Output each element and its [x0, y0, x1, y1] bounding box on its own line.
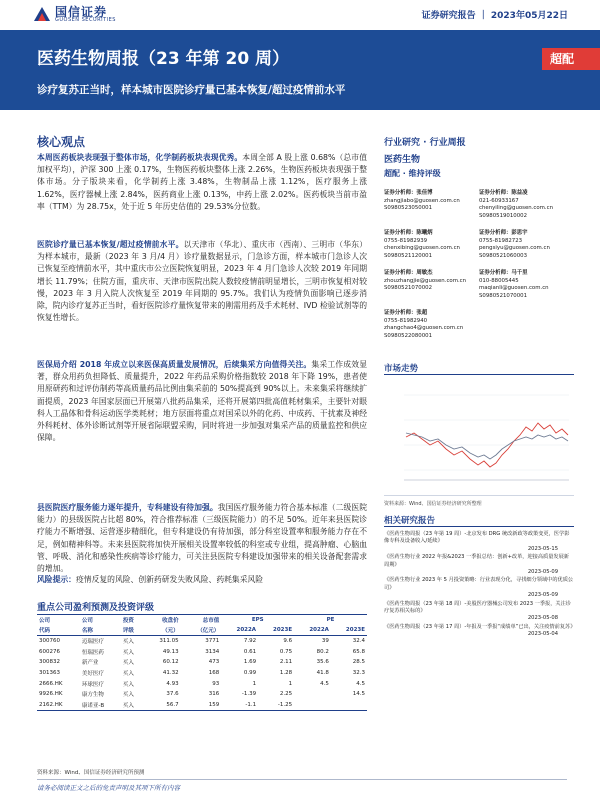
report-type-date: 证券研究报告 ｜ 2023年05月22日	[421, 11, 568, 21]
table-cell: 301363	[39, 670, 60, 677]
table-cell: 39	[321, 638, 329, 645]
table-cell	[294, 689, 331, 700]
related-report[interactable]	[384, 624, 574, 639]
forecast-table-body	[37, 636, 367, 711]
table-row	[37, 700, 367, 711]
analyst-label: 证券分析师：张佳博	[384, 190, 433, 196]
analyst-card	[384, 230, 479, 260]
table-header-row	[37, 615, 367, 626]
table-header-cell: 名称	[80, 625, 121, 636]
table-cell: 1.28	[279, 670, 293, 677]
paragraph-body: 以天津市（华北）、重庆市（西南）、三明市（华东）为样本城市，最新（2023 年 3 月/4 月）诊疗量数据显示，门急诊方面，样本城市门急诊人次已恢复至疫情前水平，其中重庆市公立医院恢复明显，2023 年 4 月门急诊人次较 2019 年同期增长 11.79%；住院方面，重庆市、天津市医院出院人数较疫情前明显增长，三明市恢复相对较慢，2023 年 3 月入院人次恢复至 2019 年同期的 95.7%。我们认为疫情负面影响已逐步消除，院内诊疗复苏正当时，看好医院诊疗量恢复带来的刚需用药及手术耗材、IVD 检验试剂等的恢复性增长。	[37, 240, 367, 323]
analyst-phone: 0755-81982939	[384, 237, 428, 244]
table-cell: 7.92	[243, 638, 257, 645]
table-row	[37, 689, 367, 700]
analyst-license: S0980521070002	[384, 285, 433, 292]
table-cell: 买入	[122, 671, 134, 678]
analyst-label: 证券分析师：周敏杰	[384, 270, 433, 276]
table-cell: -1.39	[241, 691, 257, 698]
table-cell: 康诺亚-B	[80, 700, 121, 711]
related-report-title: 《医药生物周报（23 年第 17 周）-年报及一季报“成绩单”已出，关注疫情前复苏》	[384, 623, 576, 630]
related-report-date: 2023-05-15	[527, 545, 558, 552]
analyst-license: S0980519010002	[479, 212, 528, 219]
table-row	[37, 657, 367, 668]
paragraph-body: 本周全部 A 股上涨 0.68%（总市值加权平均），沪深 300 上涨 0.17%，生物医药板块整体上涨 2.26%，生物医药板块表现强于整体市场。分子版块来看，化学制药上涨 3.48%，生物制品上涨 1.12%，医疗服务上涨 1.62%，医疗器械上涨 2.84%，医药商业上涨 0.13%，中药上涨 2.02%。医药板块当前市盈率（TTM）为 28.75x，处于近 5 年历史估值的 29.53%分位数。	[37, 153, 367, 211]
table-cell: 2666.HK	[39, 680, 63, 687]
analyst-label: 证券分析师：马千里	[479, 270, 528, 276]
table-cell: 康方生物	[81, 692, 104, 699]
market-trend-title: 市场走势	[384, 364, 419, 374]
related-reports-list	[384, 526, 574, 640]
trend-line-index	[406, 433, 568, 459]
analyst-card	[479, 270, 574, 300]
analyst-label: 证券分析师：张超	[384, 310, 428, 316]
related-report[interactable]	[384, 577, 574, 599]
table-cell: 恒瑞医药	[81, 649, 104, 656]
report-subtitle: 诊疗复苏正当时，样本城市医院诊疗量已基本恢复/超过疫情前水平	[37, 84, 346, 96]
table-cell: 600276	[39, 648, 60, 655]
sector-name: 医药生物	[384, 155, 421, 165]
analyst-card	[384, 310, 479, 340]
related-reports-title: 相关研究报告	[384, 516, 436, 526]
industry-line: 行业研究 · 行业周报	[384, 138, 466, 148]
table-cell: 316	[208, 691, 220, 698]
table-header-cell: 2023E	[331, 625, 367, 636]
related-report[interactable]	[384, 531, 574, 553]
table-header-cell: 投资	[121, 615, 144, 626]
paragraph-highlight: 县医院医疗服务能力逐年提升，专科建设有待加强。	[37, 503, 218, 512]
table-cell: 49.13	[162, 648, 179, 655]
market-trend-chart	[384, 374, 574, 496]
table-cell: 41.8	[316, 670, 329, 677]
table-header-cell: 2022A	[294, 625, 331, 636]
table-row	[37, 668, 367, 679]
paragraph-county-hospitals	[37, 502, 367, 575]
title-banner	[0, 30, 600, 110]
table-cell: 迈瑞医疗	[81, 639, 104, 646]
table-cell: 1	[288, 680, 293, 687]
table-header-cell: EPS	[221, 615, 294, 626]
rating-badge: 超配	[542, 48, 600, 70]
rating-line: 超配 · 维持评级	[384, 169, 441, 178]
analyst-card	[384, 270, 479, 293]
paragraph-hospital-visits	[37, 239, 367, 324]
table-cell: 65.8	[352, 648, 365, 655]
analyst-license: S0980521060003	[479, 252, 528, 259]
table-cell: 0.75	[279, 648, 293, 655]
table-row	[37, 678, 367, 689]
report-title: 医药生物周报（23 年第 20 周）	[37, 49, 290, 69]
table-cell: 473	[208, 659, 220, 666]
table-header-cell: 公司	[80, 615, 121, 626]
table-cell: 168	[208, 670, 220, 677]
table-cell	[294, 700, 331, 711]
analyst-license: S0980521120001	[384, 252, 433, 259]
analyst-card	[479, 190, 574, 220]
table-header-cell: PE	[294, 615, 367, 626]
table-cell: 311.05	[159, 638, 179, 645]
table-header-cell: 公司	[37, 615, 80, 626]
paragraph-market-performance	[37, 152, 367, 213]
table-cell: 买入	[122, 649, 134, 656]
table-cell: 80.2	[316, 648, 329, 655]
guosen-logo-icon	[32, 5, 52, 23]
related-report-date: 2023-05-09	[527, 592, 558, 599]
analyst-license: S0980521070001	[479, 292, 528, 299]
analyst-row	[384, 270, 574, 310]
analyst-row	[384, 190, 574, 230]
table-header-cell: 代码	[37, 625, 80, 636]
table-cell: 0.99	[243, 670, 257, 677]
analyst-card	[479, 230, 574, 260]
table-cell: 0.61	[243, 648, 257, 655]
paragraph-highlight: 风险提示：	[37, 575, 76, 584]
table-cell: 2.25	[279, 691, 293, 698]
core-views-title: 核心观点	[37, 135, 86, 149]
related-report-title: 《医药生物周报（23 年第 19 周）-北京发布 DRG 统改新政等政策变更，医学影像专科及设备收入/延续》	[384, 531, 570, 545]
table-cell: 60.12	[162, 659, 179, 666]
table-cell: 买入	[122, 681, 134, 688]
table-header-cell: 评级	[121, 625, 144, 636]
table-cell: 1	[252, 680, 257, 687]
analyst-license: S0980523050001	[384, 205, 433, 212]
table-cell: -1.25	[258, 700, 294, 711]
paragraph-risk-warning	[37, 574, 367, 586]
analyst-license: S0980522080001	[384, 332, 433, 339]
analyst-email[interactable]: chenxibing@guosen.com.cn	[384, 245, 460, 252]
analyst-email[interactable]: pengsiyu@guosen.com.cn	[479, 245, 550, 252]
table-cell: 4.5	[320, 680, 329, 687]
table-source-note: 资料来源：Wind、国信证券经济研究所预测	[37, 770, 145, 776]
table-cell: 美好医疗	[81, 671, 104, 678]
forecast-table	[37, 614, 367, 711]
table-cell: 环球医疗	[81, 681, 104, 688]
footer-disclaimer: 请务必阅读正文之后的免责声明及其项下所有内容	[37, 779, 567, 792]
analyst-label: 证券分析师：陈益凌	[479, 190, 528, 196]
related-report-date: 2023-05-08	[527, 615, 558, 622]
related-report[interactable]	[384, 554, 574, 576]
analyst-phone: 0755-81982940	[384, 317, 428, 324]
table-row	[37, 647, 367, 658]
analyst-phone: 021-60933167	[479, 197, 519, 204]
table-cell: 新产业	[81, 660, 99, 667]
analyst-phone: 010-88005445	[479, 277, 519, 284]
paragraph-body: 疫情反复的风险、创新药研发失败风险、药耗集采风险	[75, 575, 264, 584]
analyst-email[interactable]: zhangchao4@guosen.com.cn	[384, 325, 464, 332]
table-cell: 买入	[122, 660, 134, 667]
analyst-label: 证券分析师：陈曦炳	[384, 230, 433, 236]
table-cell: 41.32	[162, 670, 179, 677]
analyst-row	[384, 230, 574, 270]
paragraph-medical-insurance	[37, 359, 367, 444]
paragraph-body: 我国医疗服务能力符合基本标准（二级医院能力）的县级医院占比超 80%，符合推荐标准（三级医院能力）的不足 50%。近年来县医院诊疗能力不断增强、运营逐步精细化，但专科建设仍有待加强，部分科室设置率和服务能力存在不足，例如精神科等。未来县医院将加快开展相关设置率较低的科室或专业组，提高肿瘤、心脑血管、呼吸、消化和感染性疾病等诊疗能力，可关注县医院专科建设加强带来的相关设备配套需求的增加。	[37, 503, 367, 574]
table-cell: 56.7	[144, 700, 180, 711]
related-report-title: 《医药生物周报（23 年第 18 周）-美股医疗器械公司发布 2023 一季报，关注诊疗复苏相关标的》	[384, 600, 571, 615]
table-cell	[331, 700, 367, 711]
table-cell: 买入	[122, 692, 134, 699]
analyst-label: 证券分析师：彭思宇	[479, 230, 528, 236]
table-cell: 32.4	[352, 638, 365, 645]
related-report-date: 2023-05-09	[527, 569, 558, 576]
analyst-email[interactable]: maqianli@guosen.com.cn	[479, 285, 549, 292]
paragraph-highlight: 医保局介绍 2018 年成立以来医保高质量发展情况，后续集采方向值得关注。	[37, 360, 312, 369]
market-trend-source: 资料来源：Wind、国信证券经济研究所整理	[384, 501, 482, 507]
table-cell: 32.3	[352, 670, 365, 677]
analyst-row	[384, 310, 574, 350]
paragraph-highlight: 本周医药板块表现强于整体市场，化学制药板块表现优秀。	[37, 153, 243, 162]
related-report-date: 2023-05-04	[527, 631, 558, 638]
table-cell: 4.5	[356, 680, 365, 687]
table-header-cell: 2022A	[221, 625, 258, 636]
table-row	[37, 636, 367, 647]
table-cell: 37.6	[166, 691, 179, 698]
table-cell: 9926.HK	[39, 691, 63, 698]
market-trend-svg	[384, 375, 574, 495]
table-cell: 4.93	[166, 680, 179, 687]
logo-name-cn: 国信证券	[55, 5, 108, 19]
table-cell: 300760	[39, 638, 60, 645]
table-header-cell: 2023E	[258, 625, 294, 636]
table-header-cell: 收盘价	[144, 615, 180, 626]
table-cell: 93	[212, 680, 220, 687]
logo-name-en: GUOSEN SECURITIES	[55, 17, 116, 23]
table-cell: -1.1	[221, 700, 258, 711]
paragraph-highlight: 医院诊疗量已基本恢复/超过疫情前水平。	[37, 240, 184, 249]
table-header-cell: （元）	[144, 625, 180, 636]
analyst-email[interactable]: zhangjiabo@guosen.com.cn	[384, 197, 460, 204]
table-cell: 35.6	[316, 659, 329, 666]
table-header-cell: 总市值	[181, 615, 222, 626]
table-cell: 3134	[205, 648, 220, 655]
table-cell: 3771	[205, 638, 220, 645]
analyst-email[interactable]: chenyiling@guosen.com.cn	[479, 205, 554, 212]
analyst-card	[384, 190, 479, 213]
guosen-logo	[32, 4, 142, 26]
related-report-title: 《医药生物行业 2022 年报&2023 一季报总结：创新+改革，迎接高质量发展新周期》	[384, 554, 569, 568]
table-cell: 2162.HK	[37, 700, 80, 711]
table-cell: 159	[181, 700, 222, 711]
top-bar	[0, 0, 600, 28]
table-cell: 14.5	[352, 691, 365, 698]
table-cell: 300832	[39, 659, 60, 666]
table-cell: 2.11	[279, 659, 293, 666]
table-cell: 买入	[122, 639, 134, 646]
analyst-email[interactable]: zhouzhangjie@guosen.com.cn	[384, 277, 467, 284]
related-report-title: 《医药生物行业 2023 年 5 月投资策略：行业表现分化，寻找细分领域中的优质公司》	[384, 577, 574, 591]
analyst-phone: 0755-81982723	[479, 237, 523, 244]
table-header-row	[37, 625, 367, 636]
forecast-table-title: 重点公司盈利预测及投资评级	[37, 603, 155, 613]
table-cell: 9.6	[283, 638, 293, 645]
table-cell: 28.5	[352, 659, 365, 666]
paragraph-body: 集采工作成效显著，群众用药负担降低、质量提升，2022 年药品采购价格指数较 2018 年下降 19%，患者使用原研药和过评仿制药等高质量药品比例由集采前的 50%提高到 90%以上。未来集采将继续扩面提质，2023 年国家层面已开展第八批药品集采，还将开展第四批高值耗材集采，主要针对眼科人工晶体和骨科运动医学类耗材；地方层面将重点对国采以外的化药、中成药、干扰素及神经外科耗材、体外诊断试剂等开展省际联盟采购，同时将进一步加强对集采产品的质量监控和供应保障。	[37, 360, 367, 443]
table-cell: 买入	[121, 700, 144, 711]
related-report[interactable]	[384, 601, 574, 623]
table-header-cell: （亿元）	[181, 625, 222, 636]
table-cell: 1.69	[243, 659, 257, 666]
